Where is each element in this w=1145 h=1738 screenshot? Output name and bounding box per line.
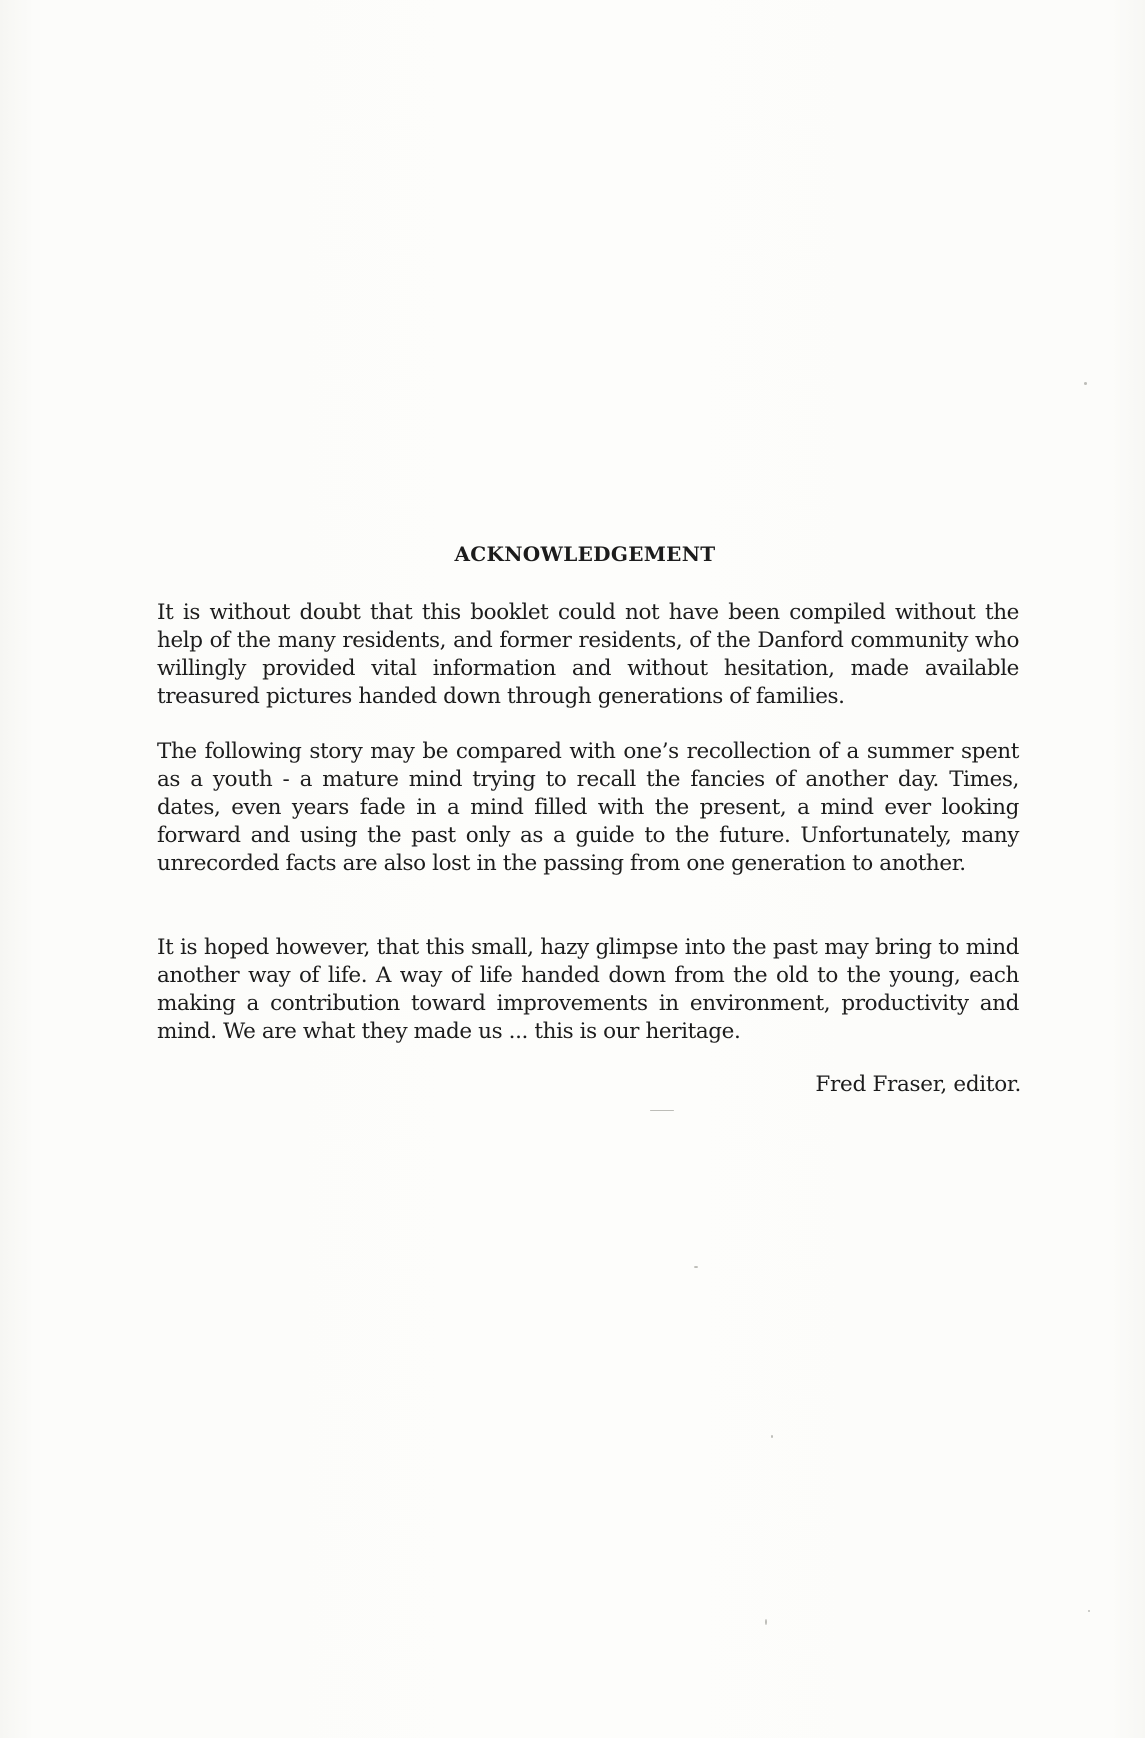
paragraph-1: It is without doubt that this booklet could not have been compiled without the help of the many residents, and former residents, of the Danford community who willingly provided vital information and without hesitation, made available treasured pictures handed down through generations of families.: [157, 600, 1019, 709]
paragraph-3: It is hoped however, that this small, hazy glimpse into the past may bring to mind another way of life. A way of life handed down from the old to the young, each making a contribution toward improvements in environment, productivity and mind. We are what they made us ... this is our heritage.: [157, 935, 1019, 1044]
paper-speck: [1084, 382, 1087, 385]
editor-signature: Fred Fraser, editor.: [815, 1072, 1021, 1097]
paragraph-2: The following story may be compared with one’s recollection of a summer spent as a youth - a mature mind trying to recall the fancies of another day. Times, dates, even years fade in a mind filled with the present, a mind ever looking forward and using the past only as a guide to the future. Unfortunately, many unrecorded facts are also lost in the passing from one generation to another.: [157, 739, 1019, 876]
paper-speck: [650, 1110, 674, 1111]
paper-speck: [771, 1435, 773, 1438]
page-title: ACKNOWLEDGEMENT: [454, 542, 716, 566]
paper-speck: [1088, 1610, 1090, 1612]
paper-speck: [765, 1619, 767, 1625]
paper-speck: [694, 1266, 698, 1268]
